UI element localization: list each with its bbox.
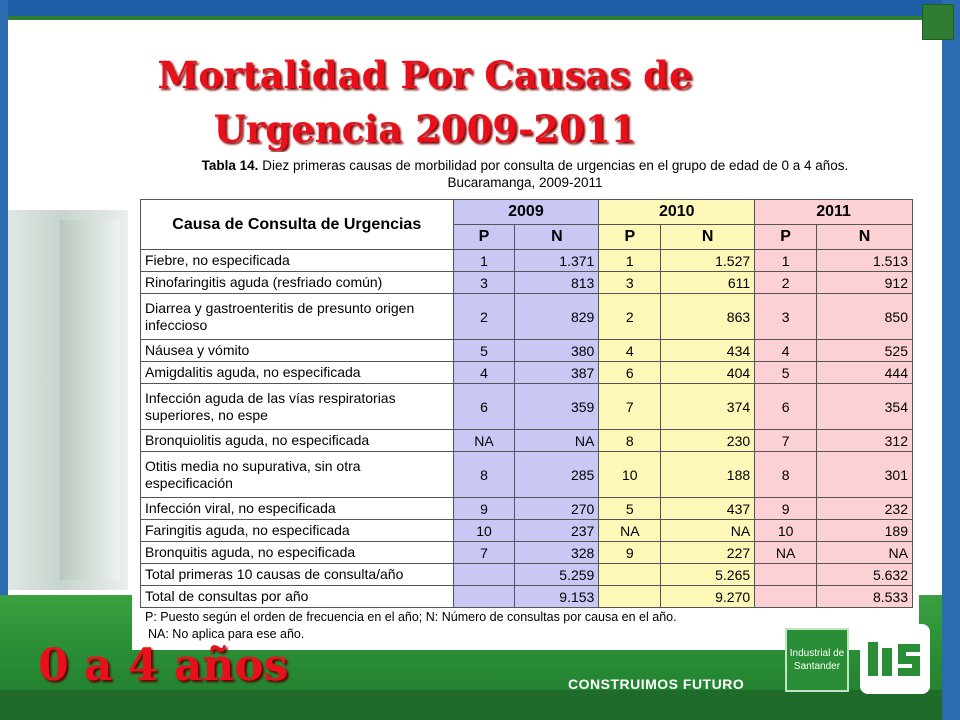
count-2010-cell: 230 — [661, 430, 755, 452]
note-na: NA: No aplica para ese año. — [148, 627, 305, 641]
empty-cell — [755, 586, 817, 608]
table-row — [141, 498, 913, 520]
header-year-2010: 2010 — [599, 200, 755, 225]
rank-2010-cell: 3 — [599, 272, 661, 294]
total-row — [141, 586, 913, 608]
header-n: N — [661, 225, 755, 250]
table-row — [141, 520, 913, 542]
count-2009-cell: 829 — [515, 294, 599, 340]
cause-cell: Otitis media no supurativa, sin otra especificación — [141, 452, 454, 498]
empty-cell — [599, 586, 661, 608]
corner-decoration — [922, 4, 954, 40]
morbidity-table — [140, 199, 913, 608]
cause-cell: Infección viral, no especificada — [141, 498, 454, 520]
count-2011-cell: 312 — [817, 430, 913, 452]
cause-cell: Faringitis aguda, no especificada — [141, 520, 454, 542]
university-logo-icon — [860, 624, 930, 694]
rank-2011-cell: 10 — [755, 520, 817, 542]
header-year-2011: 2011 — [755, 200, 913, 225]
cause-cell: Bronquiolitis aguda, no especificada — [141, 430, 454, 452]
count-2011-cell: 912 — [817, 272, 913, 294]
total-row — [141, 564, 913, 586]
table-caption-place: Bucaramanga, 2009-2011 — [447, 175, 603, 190]
cause-cell: Bronquitis aguda, no especificada — [141, 542, 454, 564]
table-row — [141, 250, 913, 272]
rank-2011-cell: 3 — [755, 294, 817, 340]
total-2011-cell: 5.632 — [817, 564, 913, 586]
header-p: P — [453, 225, 515, 250]
total-2009-cell: 9.153 — [515, 586, 599, 608]
rank-2010-cell: 10 — [599, 452, 661, 498]
count-2011-cell: 301 — [817, 452, 913, 498]
rank-2010-cell: 1 — [599, 250, 661, 272]
count-2011-cell: 525 — [817, 340, 913, 362]
total-2010-cell: 9.270 — [661, 586, 755, 608]
count-2010-cell: 863 — [661, 294, 755, 340]
count-2011-cell: 232 — [817, 498, 913, 520]
cause-cell: Amigdalitis aguda, no especificada — [141, 362, 454, 384]
header-cause: Causa de Consulta de Urgencias — [141, 200, 454, 250]
table-caption-label: Tabla 14. — [201, 158, 259, 173]
background-building-column — [60, 220, 120, 580]
rank-2009-cell: 5 — [453, 340, 515, 362]
rank-2011-cell: 6 — [755, 384, 817, 430]
table-caption — [145, 157, 905, 191]
count-2010-cell: 374 — [661, 384, 755, 430]
count-2011-cell: 189 — [817, 520, 913, 542]
table-row — [141, 452, 913, 498]
rank-2010-cell: 4 — [599, 340, 661, 362]
rank-2010-cell: 7 — [599, 384, 661, 430]
table-row — [141, 272, 913, 294]
logo-text: Industrial de Santander — [789, 648, 845, 672]
empty-cell — [599, 564, 661, 586]
rank-2009-cell: 1 — [453, 250, 515, 272]
count-2010-cell: 188 — [661, 452, 755, 498]
uis-logo-mark — [866, 634, 924, 684]
table-row — [141, 430, 913, 452]
count-2010-cell: 434 — [661, 340, 755, 362]
empty-cell — [453, 564, 515, 586]
right-frame-border — [942, 0, 960, 720]
cause-cell: Diarrea y gastroenteritis de presunto origen infeccioso — [141, 294, 454, 340]
slide-title: Mortalidad Por Causas de Urgencia 2009-2011 — [157, 53, 693, 151]
count-2009-cell: 387 — [515, 362, 599, 384]
count-2010-cell: 437 — [661, 498, 755, 520]
count-2011-cell: 850 — [817, 294, 913, 340]
total-label-cell: Total primeras 10 causas de consulta/año — [141, 564, 454, 586]
age-group-label: 0 a 4 años — [38, 640, 289, 691]
cause-cell: Fiebre, no especificada — [141, 250, 454, 272]
rank-2009-cell: 2 — [453, 294, 515, 340]
rank-2009-cell: 3 — [453, 272, 515, 294]
table-body — [141, 250, 913, 608]
rank-2009-cell: 7 — [453, 542, 515, 564]
university-logo-text — [785, 628, 849, 692]
count-2010-cell: 404 — [661, 362, 755, 384]
footer-band — [0, 690, 942, 720]
rank-2009-cell: NA — [453, 430, 515, 452]
rank-2010-cell: NA — [599, 520, 661, 542]
rank-2010-cell: 5 — [599, 498, 661, 520]
note-legend: P: Puesto según el orden de frecuencia en el año; N: Número de consultas por causa en el año. — [145, 610, 677, 624]
cause-cell: Infección aguda de las vías respiratorias superiores, no espe — [141, 384, 454, 430]
rank-2011-cell: 1 — [755, 250, 817, 272]
table-notes — [145, 609, 677, 643]
rank-2011-cell: 2 — [755, 272, 817, 294]
count-2011-cell: 354 — [817, 384, 913, 430]
rank-2009-cell: 6 — [453, 384, 515, 430]
rank-2009-cell: 10 — [453, 520, 515, 542]
count-2010-cell: 227 — [661, 542, 755, 564]
top-frame-bar — [0, 0, 960, 16]
total-label-cell: Total de consultas por año — [141, 586, 454, 608]
header-p: P — [755, 225, 817, 250]
header-year-2009: 2009 — [453, 200, 599, 225]
count-2011-cell: 1.513 — [817, 250, 913, 272]
count-2010-cell: 1.527 — [661, 250, 755, 272]
count-2011-cell: 444 — [817, 362, 913, 384]
rank-2010-cell: 9 — [599, 542, 661, 564]
count-2009-cell: 1.371 — [515, 250, 599, 272]
empty-cell — [755, 564, 817, 586]
rank-2009-cell: 9 — [453, 498, 515, 520]
empty-cell — [453, 586, 515, 608]
rank-2009-cell: 4 — [453, 362, 515, 384]
rank-2010-cell: 6 — [599, 362, 661, 384]
rank-2009-cell: 8 — [453, 452, 515, 498]
rank-2010-cell: 8 — [599, 430, 661, 452]
count-2009-cell: 328 — [515, 542, 599, 564]
rank-2011-cell: 9 — [755, 498, 817, 520]
cause-cell: Rinofaringitis aguda (resfriado común) — [141, 272, 454, 294]
total-2009-cell: 5.259 — [515, 564, 599, 586]
table-row — [141, 294, 913, 340]
count-2009-cell: 237 — [515, 520, 599, 542]
top-frame-stripe — [0, 16, 960, 20]
rank-2010-cell: 2 — [599, 294, 661, 340]
count-2010-cell: NA — [661, 520, 755, 542]
count-2009-cell: 270 — [515, 498, 599, 520]
footer-slogan: CONSTRUIMOS FUTURO — [568, 676, 745, 692]
count-2009-cell: 359 — [515, 384, 599, 430]
rank-2011-cell: 5 — [755, 362, 817, 384]
header-n: N — [515, 225, 599, 250]
table-row — [141, 384, 913, 430]
cause-cell: Náusea y vómito — [141, 340, 454, 362]
count-2009-cell: 813 — [515, 272, 599, 294]
table-row — [141, 340, 913, 362]
count-2011-cell: NA — [817, 542, 913, 564]
count-2009-cell: 380 — [515, 340, 599, 362]
rank-2011-cell: NA — [755, 542, 817, 564]
table-row — [141, 362, 913, 384]
count-2009-cell: NA — [515, 430, 599, 452]
header-n: N — [817, 225, 913, 250]
count-2009-cell: 285 — [515, 452, 599, 498]
count-2010-cell: 611 — [661, 272, 755, 294]
rank-2011-cell: 7 — [755, 430, 817, 452]
header-p: P — [599, 225, 661, 250]
table-caption-text: Diez primeras causas de morbilidad por consulta de urgencias en el grupo de edad de 0 a 4 años. — [262, 158, 849, 173]
rank-2011-cell: 4 — [755, 340, 817, 362]
total-2010-cell: 5.265 — [661, 564, 755, 586]
total-2011-cell: 8.533 — [817, 586, 913, 608]
rank-2011-cell: 8 — [755, 452, 817, 498]
table-row — [141, 542, 913, 564]
